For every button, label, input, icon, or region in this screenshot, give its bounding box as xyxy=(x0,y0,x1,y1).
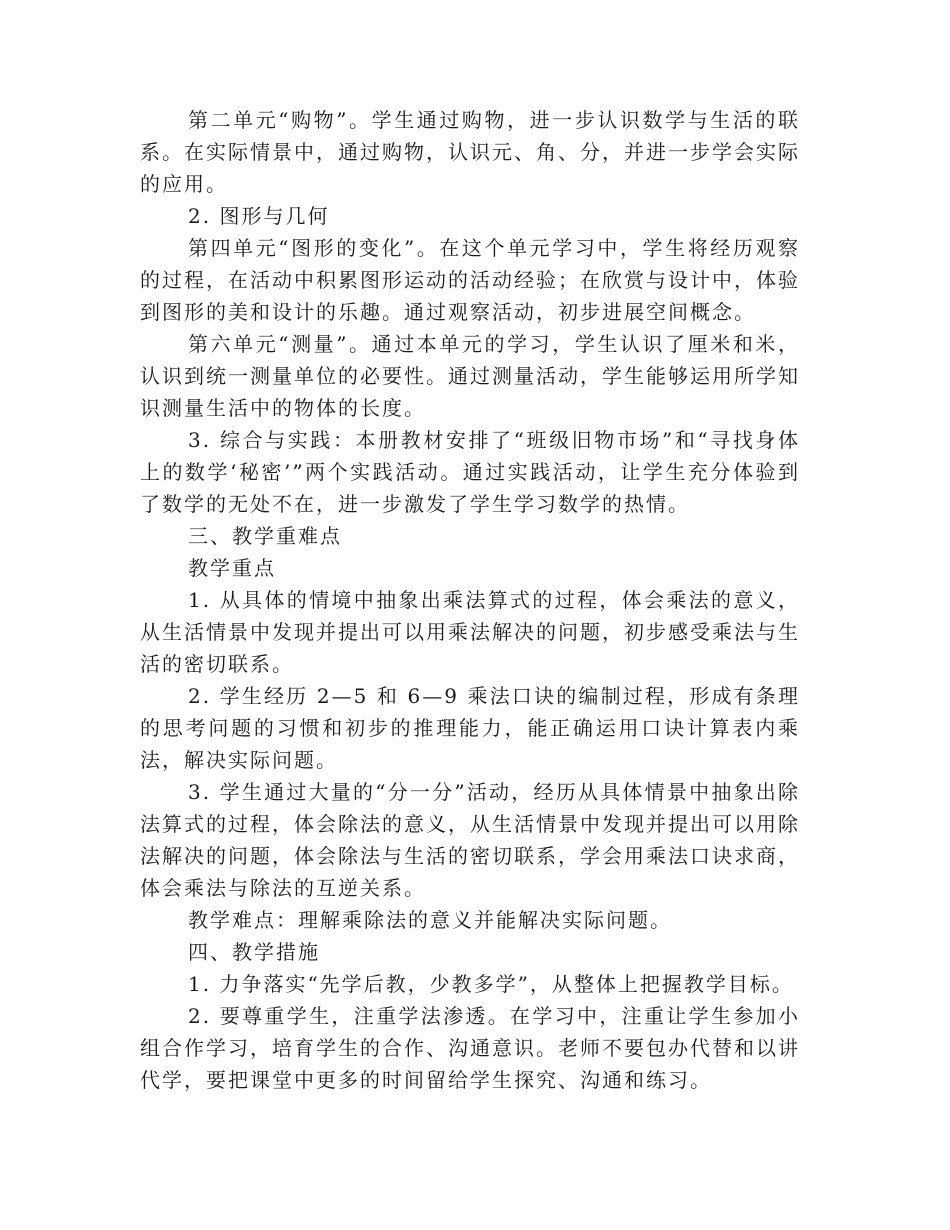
paragraph-key-point-1: 1. 从具体的情境中抽象出乘法算式的过程，体会乘法的意义，从生活情景中发现并提出可以用乘法解决的问题，初步感受乘法与生活的密切联系。 xyxy=(140,588,800,676)
paragraph-measure-1: 1. 力争落实“先学后教，少教多学”，从整体上把握教学目标。 xyxy=(188,972,794,996)
paragraph-key-point-2: 2. 学生经历 2—5 和 6—9 乘法口诀的编制过程，形成有条理的思考问题的习惯和初步的推理能力，能正确运用口诀计算表内乘法，解决实际问题。 xyxy=(140,684,800,772)
paragraph-unit-two-shopping: 第二单元“购物”。学生通过购物，进一步认识数学与生活的联系。在实际情景中，通过购物，认识元、角、分，并进一步学会实际的应用。 xyxy=(140,108,800,196)
paragraph-unit-six-measurement: 第六单元“测量”。通过本单元的学习，学生认识了厘米和米，认识到统一测量单位的必要性。通过测量活动，学生能够运用所学知识测量生活中的物体的长度。 xyxy=(140,332,800,420)
paragraph-measure-2: 2. 要尊重学生，注重学法渗透。在学习中，注重让学生参加小组合作学习，培育学生的合作、沟通意识。老师不要包办代替和以讲代学，要把课堂中更多的时间留给学生探究、沟通和练习。 xyxy=(140,1004,800,1092)
paragraph-key-point-3: 3. 学生通过大量的“分一分”活动，经历从具体情景中抽象出除法算式的过程，体会除法的意义，从生活情景中发现并提出可以用除法解决的问题，体会除法与生活的密切联系，学会用乘法口诀求商，体会乘法与除法的互逆关系。 xyxy=(140,780,800,900)
heading-shapes-geometry: 2. 图形与几何 xyxy=(188,204,330,228)
subheading-key-points: 教学重点 xyxy=(188,556,276,580)
paragraph-unit-four-shape-change: 第四单元“图形的变化”。在这个单元学习中，学生将经历观察的过程，在活动中积累图形运动的活动经验；在欣赏与设计中，体验到图形的美和设计的乐趣。通过观察活动，初步进展空间概念。 xyxy=(140,236,800,324)
paragraph-practice-activities: 3. 综合与实践：本册教材安排了“班级旧物市场”和“寻找身体上的数学‘秘密’”两个实践活动。通过实践活动，让学生充分体验到了数学的无处不在，进一步激发了学生学习数学的热情。 xyxy=(140,428,800,516)
paragraph-difficult-point: 教学难点：理解乘除法的意义并能解决实际问题。 xyxy=(188,908,672,932)
heading-teaching-measures: 四、教学措施 xyxy=(188,940,320,964)
document-page xyxy=(140,104,800,1096)
heading-teaching-key-points: 三、教学重难点 xyxy=(188,524,342,548)
